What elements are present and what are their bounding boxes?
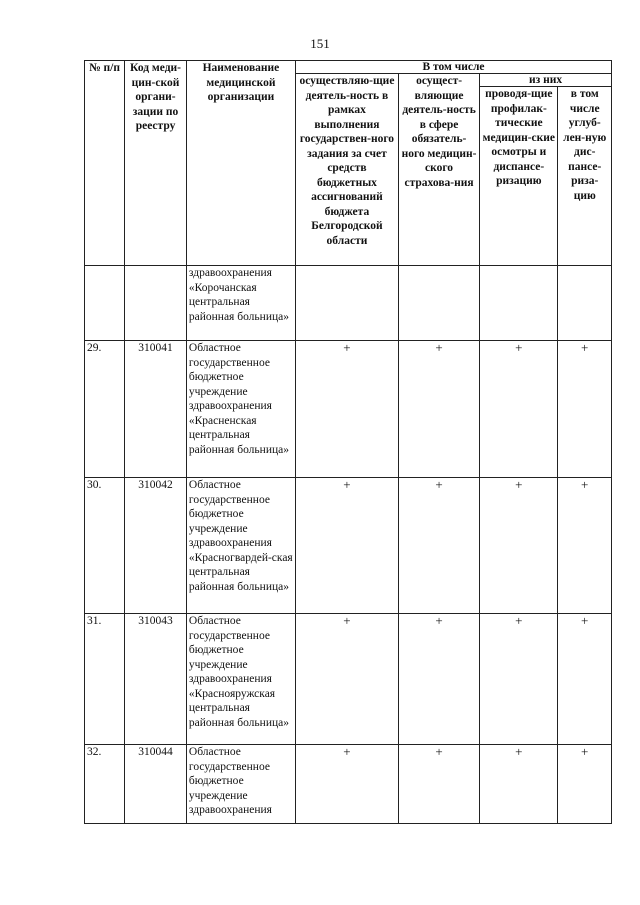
header-oms: осущест-вляющие деятель-ность в сфере обязатель-ного медицин-ского страхова-ния <box>398 74 479 266</box>
cell-mark: + <box>480 745 558 824</box>
cell-code: 310043 <box>125 614 187 745</box>
cell-mark: + <box>558 745 612 824</box>
header-deep: в том числе углуб-лен-ную дис-пансе-риза-цию <box>558 87 612 266</box>
header-group: В том числе <box>295 61 611 74</box>
cell-code <box>125 266 187 341</box>
cell-mark: + <box>398 745 479 824</box>
header-prof: проводя-щие профилак-тические медицин-ские осмотры и диспансе-ризацию <box>480 87 558 266</box>
cell-mark: + <box>295 614 398 745</box>
header-state: осуществляю-щие деятель-ность в рамках выполнения государствен-ного задания за счет средств бюджетных ассигнований бюджета Белгородской области <box>295 74 398 266</box>
cell-mark: + <box>558 614 612 745</box>
cell-name: Областное государственное бюджетное учреждение здравоохранения «Краснояружская центральная районная больница» <box>186 614 295 745</box>
cell-num: 32. <box>85 745 125 824</box>
cell-name: здравоохранения «Корочанская центральная районная больница» <box>186 266 295 341</box>
cell-code: 310044 <box>125 745 187 824</box>
cell-num <box>85 266 125 341</box>
cell-mark: + <box>398 614 479 745</box>
cell-num: 29. <box>85 341 125 478</box>
cell-mark <box>398 266 479 341</box>
cell-code: 310042 <box>125 478 187 614</box>
cell-mark: + <box>558 341 612 478</box>
table-row <box>85 478 612 614</box>
table-row-continuation <box>85 266 612 341</box>
header-subgroup: из них <box>480 74 612 87</box>
table-row <box>85 614 612 745</box>
cell-mark: + <box>398 478 479 614</box>
cell-mark: + <box>558 478 612 614</box>
header-row-1 <box>85 61 612 74</box>
organizations-table <box>84 60 612 824</box>
cell-mark: + <box>295 341 398 478</box>
cell-num: 30. <box>85 478 125 614</box>
header-code: Код меди-цин-ской органи-зации по реестру <box>125 61 187 266</box>
cell-name: Областное государственное бюджетное учреждение здравоохранения <box>186 745 295 824</box>
cell-mark <box>295 266 398 341</box>
table-row <box>85 341 612 478</box>
cell-name: Областное государственное бюджетное учреждение здравоохранения «Красненская центральная районная больница» <box>186 341 295 478</box>
cell-code: 310041 <box>125 341 187 478</box>
cell-mark <box>480 266 558 341</box>
cell-mark <box>558 266 612 341</box>
header-name: Наименование медицинской организации <box>186 61 295 266</box>
cell-mark: + <box>480 478 558 614</box>
cell-mark: + <box>295 745 398 824</box>
table-row <box>85 745 612 824</box>
cell-mark: + <box>480 614 558 745</box>
cell-mark: + <box>398 341 479 478</box>
header-num: № п/п <box>85 61 125 266</box>
cell-mark: + <box>480 341 558 478</box>
cell-mark: + <box>295 478 398 614</box>
cell-num: 31. <box>85 614 125 745</box>
cell-name: Областное государственное бюджетное учреждение здравоохранения «Красногвардей-ская центральная районная больница» <box>186 478 295 614</box>
page-number: 151 <box>310 36 330 51</box>
